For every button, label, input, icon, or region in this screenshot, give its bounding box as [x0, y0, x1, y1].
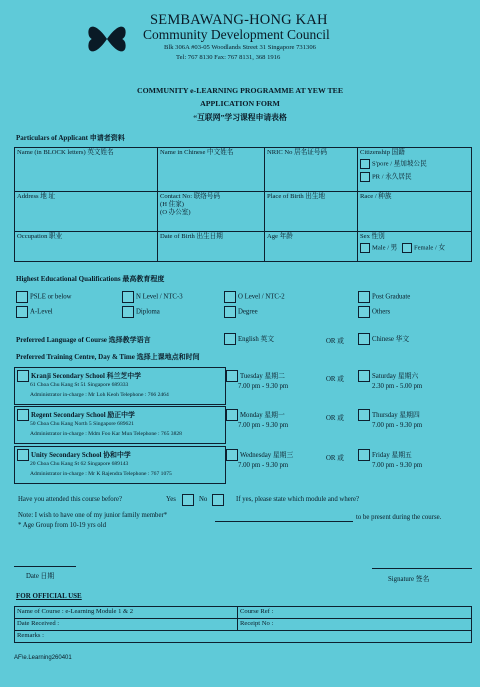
attended-no-label: No — [199, 496, 208, 503]
regent-or-label: OR 或 — [326, 415, 344, 422]
form-code: AF\e.Learning260401 — [14, 655, 72, 661]
org-subname: Community Development Council — [143, 27, 330, 42]
unity-or-label: OR 或 — [326, 455, 344, 462]
edu-option-others[interactable]: Others — [358, 306, 390, 318]
kranji-day1: Tuesday 星期二 — [240, 373, 285, 380]
school-kranji-address: 61 Choa Chu Kang St 51 Singapore 689333 — [30, 382, 129, 388]
official-course-ref[interactable]: Course Ref : — [238, 607, 472, 619]
edu-option-degree[interactable]: Degree — [224, 306, 258, 318]
attended-question: Have you attended this course before? — [18, 496, 122, 503]
language-chinese-option[interactable]: Chinese 华文 — [358, 333, 409, 345]
attended-yes-label: Yes — [166, 496, 176, 503]
name-english-field[interactable]: Name (in BLOCK letters) 英文姓名 — [15, 148, 158, 192]
edu-option-a-level[interactable]: A-Level — [16, 306, 53, 318]
edu-option-diploma[interactable]: Diploma — [122, 306, 160, 318]
unity-time1: 7.00 pm - 9.30 pm — [238, 462, 289, 469]
regent-day2: Thursday 星期四 — [372, 412, 420, 419]
form-subtitle: APPLICATION FORM — [200, 99, 280, 108]
org-address: Blk 306A #03-05 Woodlands Street 31 Singapore 731306 — [164, 44, 316, 51]
date-label: Date 日期 — [26, 573, 55, 580]
language-english-checkbox[interactable] — [224, 333, 236, 345]
edu-option-psle[interactable]: PSLE or below — [16, 291, 72, 303]
attended-yes-checkbox[interactable] — [182, 494, 194, 506]
official-course-name: Name of Course : e-Learning Module 1 & 2 — [15, 607, 238, 619]
school-regent-admin: Administrator in-charge : Mdm Foo Kar Mun Telephone : 765 3828 — [30, 431, 182, 437]
school-regent-name: Regent Secondary School 励正中学 — [31, 412, 135, 419]
signature-line[interactable] — [372, 568, 472, 569]
race-field[interactable]: Race / 种族 — [358, 192, 472, 232]
citizen-pr-checkbox[interactable] — [360, 172, 370, 182]
official-remarks[interactable]: Remarks : — [15, 631, 472, 643]
school-unity-checkbox[interactable] — [17, 449, 29, 461]
language-or-label: OR 或 — [326, 338, 344, 345]
citizenship-field: Citizenship 国籍 S'pore / 星加坡公民 PR / 永久居民 — [358, 148, 472, 192]
regent-day1: Monday 星期一 — [240, 412, 285, 419]
edu-option-n-level[interactable]: N Level / NTC-3 — [122, 291, 183, 303]
school-kranji-name: Kranji Secondary School 科兰芝中学 — [31, 373, 142, 380]
sex-field: Sex 性别 Male / 男 Female / 女 — [358, 232, 472, 262]
kranji-day2-checkbox[interactable] — [358, 370, 370, 382]
edu-o-level-checkbox[interactable] — [224, 291, 236, 303]
kranji-day2: Saturday 星期六 — [372, 373, 419, 380]
org-telephone: Tel: 767 8130 Fax: 767 8131, 368 1916 — [176, 54, 281, 61]
school-unity-admin: Administrator in-charge : Mr K Rajendra Telephone : 767 1075 — [30, 471, 172, 477]
edu-a-level-checkbox[interactable] — [16, 306, 28, 318]
language-english-option[interactable]: English 英文 — [224, 333, 274, 345]
official-use-table — [14, 606, 472, 643]
language-chinese-checkbox[interactable] — [358, 333, 370, 345]
birth-place-field[interactable]: Place of Birth 出生地 — [265, 192, 358, 232]
school-regent-checkbox[interactable] — [17, 409, 29, 421]
nric-field[interactable]: NRIC No 居名证号码 — [265, 148, 358, 192]
sex-male-checkbox[interactable] — [360, 243, 370, 253]
school-regent-address: 50 Choa Chu Kang North 5 Singapore 689621 — [30, 421, 134, 427]
language-heading: Preferred Language of Course 选择教学语言 — [16, 336, 151, 344]
kranji-day1-checkbox[interactable] — [226, 370, 238, 382]
school-unity-address: 20 Choa Chu Kang St 62 Singapore 689143 — [30, 461, 129, 467]
kranji-time2: 2.30 pm - 5.00 pm — [372, 383, 423, 390]
note-line2: * Age Group from 10-19 yrs old — [18, 522, 106, 529]
unity-day1-checkbox[interactable] — [226, 449, 238, 461]
cdc-logo-icon — [84, 16, 130, 62]
unity-time2: 7.00 pm - 9.30 pm — [372, 462, 423, 469]
education-heading: Highest Educational Qualifications 最高教育程度 — [16, 275, 165, 283]
dob-field[interactable]: Date of Birth 出生日期 — [158, 232, 265, 262]
signature-label: Signature 签名 — [388, 576, 430, 583]
form-title: COMMUNITY e-LEARNING PROGRAMME AT YEW TEE — [136, 86, 344, 95]
edu-psle-checkbox[interactable] — [16, 291, 28, 303]
edu-post-graduate-checkbox[interactable] — [358, 291, 370, 303]
citizen-singapore-checkbox[interactable] — [360, 159, 370, 169]
kranji-time1: 7.00 pm - 9.30 pm — [238, 383, 289, 390]
official-use-heading: FOR OFFICIAL USE — [16, 592, 82, 600]
address-field[interactable]: Address 地 址 — [15, 192, 158, 232]
edu-option-post-graduate[interactable]: Post Graduate — [358, 291, 410, 303]
unity-day2: Friday 星期五 — [372, 452, 412, 459]
regent-time2: 7.00 pm - 9.30 pm — [372, 422, 423, 429]
edu-others-checkbox[interactable] — [358, 306, 370, 318]
edu-diploma-checkbox[interactable] — [122, 306, 134, 318]
edu-degree-checkbox[interactable] — [224, 306, 236, 318]
school-unity-name: Unity Secondary School 协和中学 — [31, 452, 131, 459]
edu-n-level-checkbox[interactable] — [122, 291, 134, 303]
official-date-received[interactable]: Date Received : — [15, 619, 238, 631]
name-chinese-field[interactable]: Name in Chinese 中文姓名 — [158, 148, 265, 192]
form-title-chinese: “互联网”学习课程申请表格 — [193, 113, 287, 122]
school-kranji-admin: Administrator in-charge : Mr Loh Keoh Telephone : 766 2464 — [30, 392, 169, 398]
official-receipt-no[interactable]: Receipt No : — [238, 619, 472, 631]
date-line[interactable] — [14, 566, 76, 567]
training-heading: Preferred Training Centre, Day & Time 选择上课地点和时间 — [16, 353, 200, 361]
kranji-or-label: OR 或 — [326, 376, 344, 383]
org-name: SEMBAWANG-HONG KAH — [150, 12, 328, 28]
age-field[interactable]: Age 年龄 — [265, 232, 358, 262]
regent-day2-checkbox[interactable] — [358, 409, 370, 421]
junior-member-line[interactable] — [215, 521, 353, 522]
sex-female-checkbox[interactable] — [402, 243, 412, 253]
school-kranji-checkbox[interactable] — [17, 370, 29, 382]
regent-day1-checkbox[interactable] — [226, 409, 238, 421]
note-line1: Note: I wish to have one of my junior family member* — [18, 512, 168, 519]
unity-day2-checkbox[interactable] — [358, 449, 370, 461]
contact-field[interactable]: Contact No: 联络号码 (H 住家) (O 办公室) — [158, 192, 265, 232]
unity-day1: Wednesday 星期三 — [240, 452, 294, 459]
attended-no-checkbox[interactable] — [212, 494, 224, 506]
note-line1-end: to be present during the course. — [356, 514, 442, 521]
edu-option-o-level[interactable]: O Level / NTC-2 — [224, 291, 285, 303]
particulars-table — [14, 147, 472, 262]
occupation-field[interactable]: Occupation 职业 — [15, 232, 158, 262]
regent-time1: 7.00 pm - 9.30 pm — [238, 422, 289, 429]
particulars-heading: Particulars of Applicant 申请者资料 — [16, 134, 125, 142]
attended-ifyes-label: If yes, please state which module and where? — [236, 496, 360, 503]
